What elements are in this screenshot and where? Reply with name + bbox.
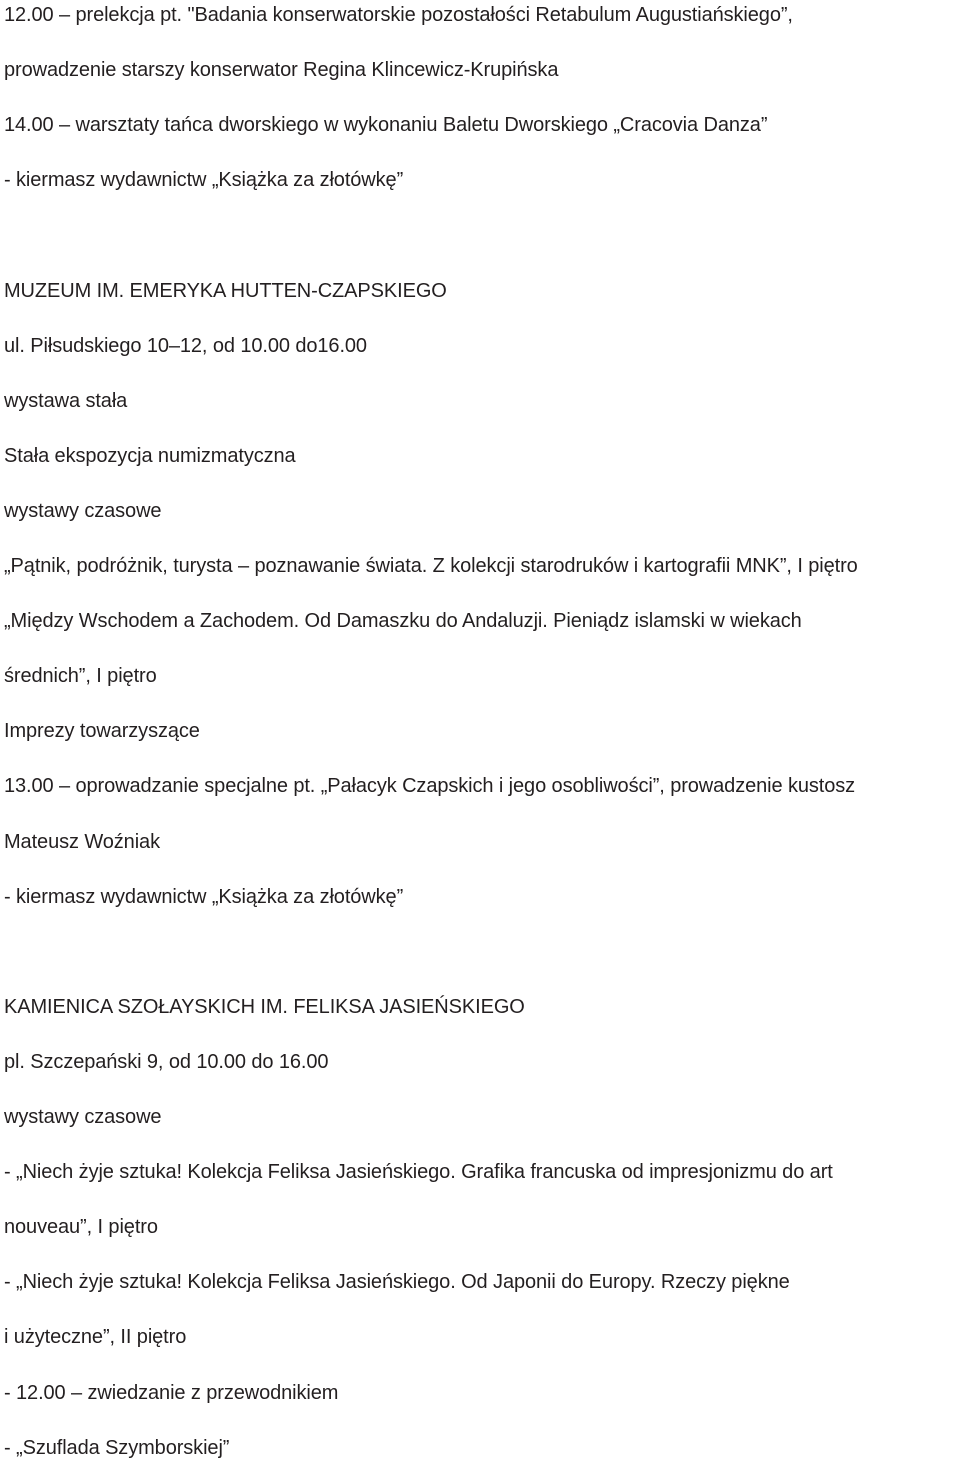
exhibition-title: „Między Wschodem a Zachodem. Od Damaszku do Andaluzji. Pieniądz islamski w wiekach xyxy=(4,610,802,633)
schedule-entry: 14.00 – warsztaty tańca dworskiego w wykonaniu Baletu Dworskiego „Cracovia Danza” xyxy=(4,114,768,137)
exhibition-title: - „Niech żyje sztuka! Kolekcja Feliksa Jasieńskiego. Od Japonii do Europy. Rzeczy piękne xyxy=(4,1271,790,1294)
venue-heading: MUZEUM IM. EMERYKA HUTTEN-CZAPSKIEGO xyxy=(4,279,447,302)
exhibition-title: średnich”, I piętro xyxy=(4,665,157,688)
schedule-entry: - kiermasz wydawnictw „Książka za złotówkę” xyxy=(4,885,404,908)
venue-address: ul. Piłsudskiego 10–12, od 10.00 do16.00 xyxy=(4,334,367,357)
section-label: wystawy czasowe xyxy=(4,1106,162,1128)
venue-address: pl. Szczepański 9, od 10.00 do 16.00 xyxy=(4,1050,329,1073)
exhibition-title: nouveau”, I piętro xyxy=(4,1216,158,1239)
schedule-entry: - „Szuflada Szymborskiej” xyxy=(4,1436,230,1459)
section-label: wystawa stała xyxy=(4,389,128,412)
exhibition-title: i użyteczne”, II piętro xyxy=(4,1326,187,1349)
section-label: wystawy czasowe xyxy=(4,499,162,522)
schedule-entry: - kiermasz wydawnictw „Książka za złotówkę” xyxy=(4,169,404,192)
exhibition-title: „Pątnik, podróżnik, turysta – poznawanie świata. Z kolekcji starodruków i kartografii MNK”, I piętro xyxy=(4,555,858,577)
exhibition-title: - „Niech żyje sztuka! Kolekcja Feliksa Jasieńskiego. Grafika francuska od impresjonizmu do art xyxy=(4,1161,833,1184)
schedule-entry: 12.00 – prelekcja pt. "Badania konserwatorskie pozostałości Retabulum Augustiańskiego”, xyxy=(4,4,793,26)
section-label: Imprezy towarzyszące xyxy=(4,720,200,743)
exhibition-title: Stała ekspozycja numizmatyczna xyxy=(4,444,296,467)
venue-heading: KAMIENICA SZOŁAYSKICH IM. FELIKSA JASIEŃSKIEGO xyxy=(4,995,525,1018)
schedule-entry: prowadzenie starszy konserwator Regina Klincewicz-Krupińska xyxy=(4,59,559,82)
schedule-entry: - 12.00 – zwiedzanie z przewodnikiem xyxy=(4,1381,339,1404)
schedule-entry: 13.00 – oprowadzanie specjalne pt. „Pałacyk Czapskich i jego osobliwości”, prowadzenie kustosz xyxy=(4,775,856,798)
schedule-entry: Mateusz Woźniak xyxy=(4,830,160,853)
